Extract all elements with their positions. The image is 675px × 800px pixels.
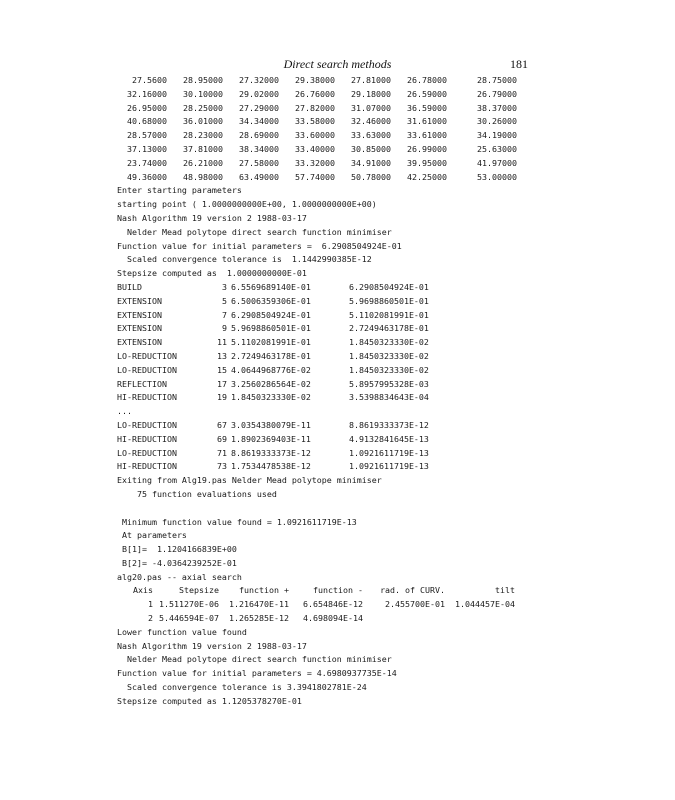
log-count: 67 — [217, 419, 227, 430]
data-cell: 34.19000 — [477, 130, 517, 141]
data-row — [117, 102, 662, 116]
axial-cell: 1.044457E-04 — [455, 599, 515, 610]
log-count: 17 — [217, 378, 227, 389]
page-number: 181 — [510, 57, 528, 71]
output-line: alg20.pas -- axial search — [117, 571, 242, 582]
log-value-new: 5.1102081991E-01 — [231, 337, 311, 348]
output-line: 75 function evaluations used — [117, 488, 277, 499]
output-line: Nash Algorithm 19 version 2 1988-03-17 — [117, 212, 307, 223]
log-operation: EXTENSION — [117, 295, 162, 306]
ellipsis: ... — [117, 406, 132, 417]
data-cell: 26.21000 — [183, 157, 223, 168]
data-cell: 28.95000 — [183, 75, 223, 85]
data-cell: 33.61000 — [407, 130, 447, 141]
data-cell: 27.58000 — [239, 157, 279, 168]
data-cell: 26.76000 — [295, 88, 335, 99]
log-count: 13 — [217, 350, 227, 361]
log-value-best: 1.8450323330E-02 — [349, 337, 429, 348]
output-line: Nelder Mead polytope direct search function minimiser — [117, 654, 392, 665]
data-cell: 27.29000 — [239, 102, 279, 113]
data-cell: 27.82000 — [295, 102, 335, 113]
output-line: starting point ( 1.0000000000E+00, 1.0000000000E+00) — [117, 199, 377, 210]
output-line: Function value for initial parameters = 4.6980937735E-14 — [117, 668, 397, 679]
axial-header-cell: function + — [239, 585, 289, 596]
log-value-best: 1.0921611719E-13 — [349, 461, 429, 472]
log-row — [117, 447, 662, 461]
log-row — [117, 336, 662, 350]
log-value-new: 1.8902369403E-11 — [231, 433, 311, 444]
log-row — [117, 391, 662, 405]
output-line: Stepsize computed as 1.0000000000E-01 — [117, 268, 307, 279]
data-cell: 30.85000 — [351, 143, 391, 154]
axial-cell: 6.654846E-12 — [303, 599, 363, 610]
axial-header-cell: Stepsize — [179, 585, 219, 596]
log-value-new: 2.7249463178E-01 — [231, 350, 311, 361]
log-value-new: 1.7534478538E-12 — [231, 461, 311, 472]
log-value-best: 6.2908504924E-01 — [349, 281, 429, 292]
log-row — [117, 350, 662, 364]
log-operation: HI-REDUCTION — [117, 433, 177, 444]
output-line: Stepsize computed as 1.1205378270E-01 — [117, 695, 302, 706]
log-value-new: 1.8450323330E-02 — [231, 392, 311, 403]
log-row — [117, 433, 662, 447]
log-row — [117, 378, 662, 392]
log-value-best: 2.7249463178E-01 — [349, 323, 429, 334]
output-line: Enter starting parameters — [117, 185, 242, 196]
data-cell: 42.25000 — [407, 171, 447, 182]
data-cell: 29.02000 — [239, 88, 279, 99]
log-operation: HI-REDUCTION — [117, 461, 177, 472]
log-count: 69 — [217, 433, 227, 444]
axial-cell: 2.455700E-01 — [385, 599, 445, 610]
data-cell: 28.25000 — [183, 102, 223, 113]
data-cell: 50.78000 — [351, 171, 391, 182]
axial-cell: 4.698094E-14 — [303, 613, 363, 624]
data-row — [117, 157, 662, 171]
data-row — [117, 129, 662, 143]
axial-row — [117, 598, 662, 612]
output-line: Lower function value found — [117, 626, 247, 637]
axial-cell: 1.265285E-12 — [229, 613, 289, 624]
data-cell: 31.61000 — [407, 116, 447, 127]
data-cell: 27.5600 — [132, 75, 167, 85]
log-operation: EXTENSION — [117, 309, 162, 320]
data-cell: 57.74000 — [295, 171, 335, 182]
output-line: At parameters — [117, 530, 187, 541]
data-row — [117, 74, 662, 88]
output-line: B[2]= -4.0364239252E-01 — [117, 557, 237, 568]
log-operation: LO-REDUCTION — [117, 419, 177, 430]
log-value-new: 6.5569689140E-01 — [231, 281, 311, 292]
log-value-best: 5.9698860501E-01 — [349, 295, 429, 306]
log-count: 11 — [217, 337, 227, 348]
data-cell: 49.36000 — [127, 171, 167, 182]
log-value-best: 1.8450323330E-02 — [349, 350, 429, 361]
log-row — [117, 281, 662, 295]
log-value-best: 4.9132841645E-13 — [349, 433, 429, 444]
log-operation: LO-REDUCTION — [117, 364, 177, 375]
axial-header-cell: tilt — [495, 585, 515, 596]
axial-cell: 2 — [148, 613, 153, 624]
log-value-new: 4.0644968776E-02 — [231, 364, 311, 375]
data-cell: 34.91000 — [351, 157, 391, 168]
data-cell: 36.59000 — [407, 102, 447, 113]
log-value-new: 3.2560286564E-02 — [231, 378, 311, 389]
output-line: Nelder Mead polytope direct search function minimiser — [117, 226, 392, 237]
log-value-new: 6.2908504924E-01 — [231, 309, 311, 320]
data-cell: 28.75000 — [477, 75, 517, 85]
log-operation: REFLECTION — [117, 378, 167, 389]
data-cell: 29.38000 — [295, 75, 335, 85]
log-count: 9 — [222, 323, 227, 334]
log-count: 5 — [222, 295, 227, 306]
data-cell: 26.79000 — [477, 88, 517, 99]
data-cell: 40.68000 — [127, 116, 167, 127]
axial-cell: 5.446594E-07 — [159, 613, 219, 624]
output-line: Exiting from Alg19.pas Nelder Mead polytope minimiser — [117, 475, 382, 486]
data-cell: 37.13000 — [127, 143, 167, 154]
data-cell: 63.49000 — [239, 171, 279, 182]
log-row — [117, 295, 662, 309]
data-row — [117, 88, 662, 102]
output-line: Nash Algorithm 19 version 2 1988-03-17 — [117, 640, 307, 651]
log-value-new: 6.5006359306E-01 — [231, 295, 311, 306]
data-cell: 28.69000 — [239, 130, 279, 141]
data-cell: 41.97000 — [477, 157, 517, 168]
axial-cell: 1.511270E-06 — [159, 599, 219, 610]
output-line: Minimum function value found = 1.0921611719E-13 — [117, 516, 357, 527]
log-operation: LO-REDUCTION — [117, 447, 177, 458]
log-value-best: 1.8450323330E-02 — [349, 364, 429, 375]
data-cell: 25.63000 — [477, 143, 517, 154]
data-cell: 30.26000 — [477, 116, 517, 127]
axial-cell: 1 — [148, 599, 153, 610]
log-row — [117, 309, 662, 323]
log-operation: EXTENSION — [117, 337, 162, 348]
log-operation: EXTENSION — [117, 323, 162, 334]
data-cell: 38.34000 — [239, 143, 279, 154]
program-output-listing — [117, 74, 662, 709]
data-cell: 28.57000 — [127, 130, 167, 141]
log-value-best: 3.5398834643E-04 — [349, 392, 429, 403]
data-cell: 33.58000 — [295, 116, 335, 127]
axial-header-cell: rad. of CURV. — [380, 585, 445, 596]
data-cell: 39.95000 — [407, 157, 447, 168]
data-cell: 31.07000 — [351, 102, 391, 113]
data-cell: 26.95000 — [127, 102, 167, 113]
running-header-title: Direct search methods — [283, 57, 392, 71]
log-value-best: 1.0921611719E-13 — [349, 447, 429, 458]
output-line: Function value for initial parameters = 6.2908504924E-01 — [117, 240, 402, 251]
log-value-new: 3.0354380079E-11 — [231, 419, 311, 430]
data-cell: 27.81000 — [351, 75, 391, 85]
data-cell: 32.46000 — [351, 116, 391, 127]
log-row — [117, 419, 662, 433]
log-count: 3 — [222, 281, 227, 292]
log-value-best: 5.1102081991E-01 — [349, 309, 429, 320]
log-operation: HI-REDUCTION — [117, 392, 177, 403]
data-cell: 28.23000 — [183, 130, 223, 141]
data-cell: 33.63000 — [351, 130, 391, 141]
data-cell: 33.40000 — [295, 143, 335, 154]
log-count: 71 — [217, 447, 227, 458]
data-cell: 33.60000 — [295, 130, 335, 141]
data-row — [117, 143, 662, 157]
data-cell: 30.10000 — [183, 88, 223, 99]
log-count: 19 — [217, 392, 227, 403]
log-count: 73 — [217, 461, 227, 472]
data-cell: 32.16000 — [127, 88, 167, 99]
data-cell: 53.00000 — [477, 171, 517, 182]
log-value-new: 8.8619333373E-12 — [231, 447, 311, 458]
data-cell: 26.99000 — [407, 143, 447, 154]
data-cell: 27.32000 — [239, 75, 279, 85]
axial-cell: 1.216470E-11 — [229, 599, 289, 610]
log-count: 7 — [222, 309, 227, 320]
axial-header — [117, 584, 662, 598]
log-operation: LO-REDUCTION — [117, 350, 177, 361]
log-value-best: 8.8619333373E-12 — [349, 419, 429, 430]
output-line: Scaled convergence tolerance is 1.1442990385E-12 — [117, 254, 372, 265]
axial-header-cell: function - — [313, 585, 363, 596]
log-value-new: 5.9698860501E-01 — [231, 323, 311, 334]
output-line: B[1]= 1.1204166839E+00 — [117, 544, 237, 555]
log-row — [117, 322, 662, 336]
output-line: Scaled convergence tolerance is 3.3941802781E-24 — [117, 682, 367, 693]
log-row — [117, 364, 662, 378]
data-row — [117, 171, 662, 185]
data-cell: 36.01000 — [183, 116, 223, 127]
log-row — [117, 460, 662, 474]
data-cell: 37.81000 — [183, 143, 223, 154]
log-count: 15 — [217, 364, 227, 375]
data-cell: 38.37000 — [477, 102, 517, 113]
data-cell: 33.32000 — [295, 157, 335, 168]
data-cell: 26.59000 — [407, 88, 447, 99]
log-operation: BUILD — [117, 281, 142, 292]
axial-row — [117, 612, 662, 626]
data-cell: 34.34000 — [239, 116, 279, 127]
data-cell: 29.18000 — [351, 88, 391, 99]
data-row — [117, 115, 662, 129]
log-value-best: 5.8957995328E-03 — [349, 378, 429, 389]
blank-line — [117, 502, 662, 516]
data-cell: 26.78000 — [407, 75, 447, 85]
axial-header-cell: Axis — [133, 585, 153, 596]
data-cell: 48.98000 — [183, 171, 223, 182]
data-cell: 23.74000 — [127, 157, 167, 168]
